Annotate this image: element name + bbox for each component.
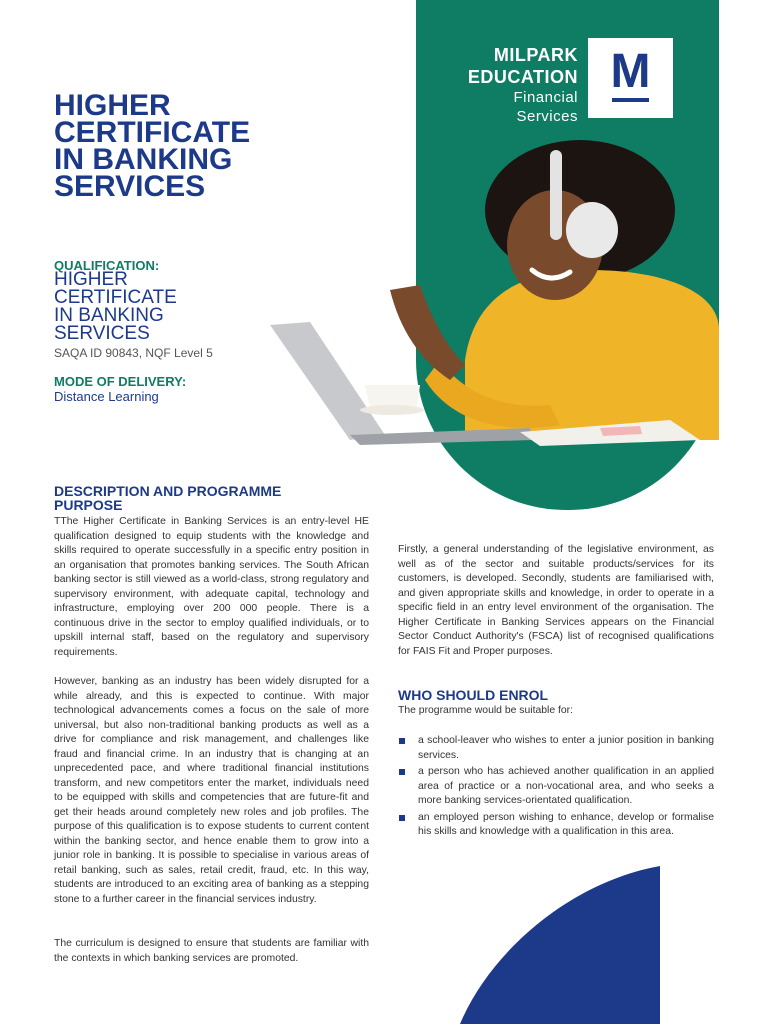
qualification-name-line: SERVICES bbox=[54, 323, 150, 344]
logo-underline bbox=[612, 98, 649, 102]
qualification-name-line: CERTIFICATE bbox=[54, 287, 177, 308]
title-line: HIGHER bbox=[54, 89, 171, 122]
qualification-name-line: HIGHER bbox=[54, 269, 128, 290]
enrol-list bbox=[398, 734, 714, 842]
brand-line-4: Services bbox=[516, 108, 578, 125]
description-paragraph-3: The curriculum is designed to ensure that students are familiar with the contexts in which banking services are promoted. bbox=[54, 938, 369, 964]
qualification-name-line: IN BANKING bbox=[54, 305, 164, 326]
saqa-id: SAQA ID 90843, NQF Level 5 bbox=[54, 346, 213, 360]
description-heading bbox=[54, 484, 281, 512]
description-heading-line: DESCRIPTION AND PROGRAMME bbox=[54, 483, 282, 499]
bullet-square-icon bbox=[399, 769, 405, 775]
enrol-item-text: a person who has achieved another qualification in an applied area of practice or a non-vocational area, and who seeks a more banking services-orientated qualification. bbox=[418, 766, 714, 806]
enrol-heading: WHO SHOULD ENROL bbox=[398, 687, 549, 703]
title-line: SERVICES bbox=[54, 170, 206, 203]
brand-wordmark bbox=[461, 44, 578, 126]
photo-cup bbox=[365, 385, 420, 408]
qualification-label: QUALIFICATION: bbox=[54, 258, 160, 273]
photo-headphone-band bbox=[550, 150, 562, 240]
description-heading-line: PURPOSE bbox=[54, 497, 123, 513]
title-line: CERTIFICATE bbox=[54, 116, 251, 149]
enrol-list-item bbox=[398, 811, 714, 840]
enrol-list-item bbox=[398, 734, 714, 763]
logo-letter: M bbox=[610, 45, 651, 98]
delivery-label: MODE OF DELIVERY: bbox=[54, 374, 187, 389]
enrol-list-item bbox=[398, 765, 714, 809]
decorative-leaf-shape bbox=[460, 862, 720, 1024]
enrol-item-text: a school-leaver who wishes to enter a junior position in banking services. bbox=[418, 735, 714, 761]
brand-line-1: MILPARK bbox=[493, 45, 578, 65]
title-line: IN BANKING bbox=[54, 143, 233, 176]
description-paragraph-1: TThe Higher Certificate in Banking Services is an entry-level HE qualification designed to equip students with the knowledge and skills required to operate successfully in a specific entry position in an organisation that promotes banking services. The South African banking sector is still viewed as a world-class, strong regulatory and supervisory environment, with adequate capital, technology and infrastructure, employing over 200 000 people. There is a continuous drive in the sector to employ qualified individuals, or to upskill internal staff, based on the regulatory and supervisory requirements. bbox=[54, 516, 369, 658]
photo-headphone-cup bbox=[566, 202, 618, 258]
description-paragraph-2: However, banking as an industry has been widely disrupted for a while already, and this is expected to continue. With major technological advancements comes a focus on the sale of more universal, but also non-traditional banking products as well as a drive for compliance and risk management, and challenges like fraud and financial crime. In an industry that is changing at an unprecedented pace, and where traditional financial institutions transform, and new competitors enter the market, individuals need to be equipped with skills and competencies that are future-fit and get their heads around completely new roles and job profiles. The purpose of this qualification is to expose students to current content within the banking sector, and hence enable them to grow into a junior role in banking. It is possible to specialise in various areas of retail banking, such as sales, retail credit, fraud, etc. In this way, students are introduced to an exciting area of banking as a stepping stone to a further career in the financial services industry. bbox=[54, 676, 369, 905]
photo-saucer bbox=[360, 405, 424, 415]
milpark-logo bbox=[588, 38, 673, 118]
brand-line-2: EDUCATION bbox=[467, 67, 578, 87]
student-photo bbox=[270, 140, 719, 450]
enrol-intro: The programme would be suitable for: bbox=[398, 705, 573, 716]
delivery-value: Distance Learning bbox=[54, 389, 159, 404]
bullet-square-icon bbox=[399, 738, 405, 744]
bullet-square-icon bbox=[399, 815, 405, 821]
qualification-name bbox=[54, 271, 177, 343]
brand-line-3: Financial bbox=[513, 89, 578, 106]
photo-hand bbox=[390, 285, 465, 380]
description-paragraph-4: Firstly, a general understanding of the legislative environment, as well as of the sector and suitable products/services for its customers, is developed. Secondly, students are familiarised with, and given appropriate skills and knowledge, in order to operate in a specific field in an entry level environment of the organisation. The Higher Certificate in Banking Services appears on the Financial Sector Conduct Authority's (FSCA) list of recognised qualifications for FAIS Fit and Proper purposes. bbox=[398, 544, 714, 657]
enrol-item-text: an employed person wishing to enhance, develop or formalise his skills and knowledge with a qualification in this area. bbox=[418, 811, 714, 837]
photo-laptop-screen bbox=[270, 322, 385, 440]
